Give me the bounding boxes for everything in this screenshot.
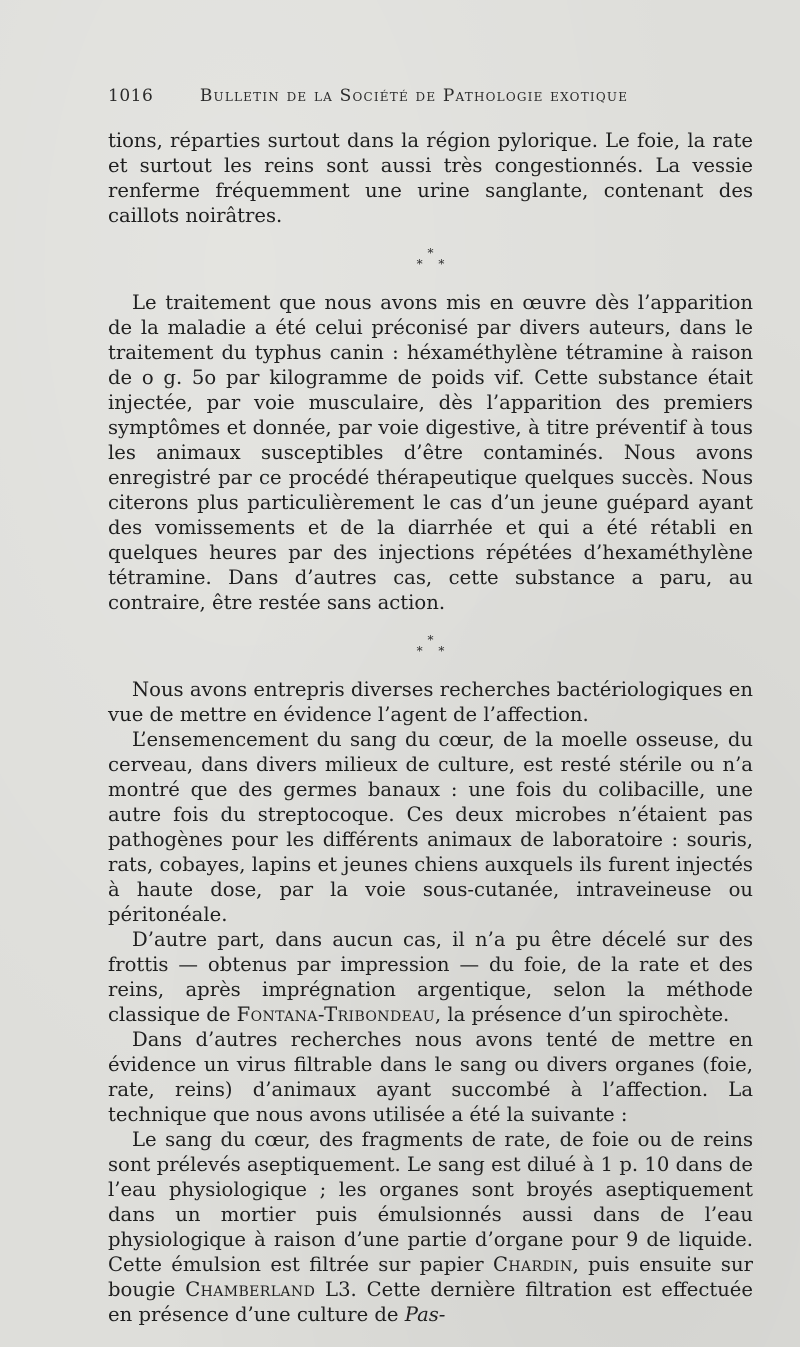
running-header [108, 86, 660, 106]
paragraph-virus: Dans d’autres recherches nous avons tenté de mettre en évidence un virus filtrable dans le sang ou divers organes (foie, rate, reins) d’animaux ayant succombé à l’affection. La technique que nous avons utilisée a été la suivante : [108, 1028, 753, 1126]
text-run: Le sang du cœur, des fragments de rate, de foie ou de reins sont prélevés aseptiquement. Le sang est dilué à 1 p. 10 dans de l’eau physiologique ; les organes sont broyés aseptiquement dans un mortier puis émulsionnés aussi dans de l’eau physiologique à raison d’une partie d’organe pour 9 de liquide. Cette émulsion est filtrée sur papier [108, 1128, 753, 1276]
text-run: , la présence d’un spirochète. [434, 1003, 730, 1026]
author-name: Fontana-Tribondeau [236, 1003, 435, 1026]
text-run: , puis ensuite sur bougie [108, 1253, 753, 1301]
asterism-bottom: * * [416, 257, 451, 271]
paragraph-continuation: tions, réparties surtout dans la région pylorique. Le foie, la rate et surtout les reins sont aussi très congestionnés. La vessie renferme fréquemment une urine sanglante, contenant des caillots noirâtres. [108, 129, 753, 227]
author-name: Chamberland [185, 1278, 316, 1301]
paragraph-cultures: L’ensemencement du sang du cœur, de la moelle osseuse, du cerveau, dans divers milieux de culture, est resté stérile ou n’a montré que des germes banaux : une fois du colibacille, une autre fois du streptocoque. Ces deux microbes n’étaient pas pathogènes pour les différents animaux de laboratoire : souris, rats, cobayes, lapins et jeunes chiens auxquels ils furent injectés à haute dose, par la voie sous-cutanée, intraveineuse ou péritonéale. [108, 728, 753, 926]
paragraph-bacteriology: Nous avons entrepris diverses recherches bactériologiques en vue de mettre en évidence l’agent de l’affection. [108, 678, 753, 726]
paragraph-treatment: Le traitement que nous avons mis en œuvre dès l’apparition de la maladie a été celui préconisé par divers auteurs, dans le traitement du typhus canin : héxaméthylène tétramine à raison de o g. 5o par kilogramme de poids vif. Cette substance était injectée, par voie musculaire, dès l’apparition des premiers symptômes et donnée, par voie digestive, à titre préventif à tous les animaux susceptibles d’être contaminés. Nous avons enregistré par ce procédé thérapeutique quelques succès. Nous citerons plus particulièrement le cas d’un jeune guépard ayant des vomissements et de la diarrhée et qui a été rétabli en quelques heures par des injections répétées d’hexaméthylène tétramine. Dans d’autres cas, cette substance a paru, au contraire, être restée sans action. [108, 291, 753, 614]
asterism-bottom-2: * * [416, 644, 451, 658]
asterism-divider [108, 228, 753, 290]
page-number: 1016 [108, 86, 154, 106]
running-title: Bulletin de la Société de Pathologie exotique [199, 86, 629, 106]
paragraph-technique [108, 1127, 753, 1327]
body-text [108, 128, 753, 1327]
paragraph-spirochete [108, 927, 753, 1027]
text-run: L3. Cette dernière filtration est effectuée en présence d’une culture de [108, 1278, 754, 1326]
text-run: D’autre part, dans aucun cas, il n’a pu être décelé sur des frottis — obtenus par impression — du foie, de la rate et des reins, après imprégnation argentique, selon la méthode classique de [108, 928, 753, 1026]
italic-term: Pas- [404, 1303, 446, 1326]
asterism-top: * [427, 246, 434, 260]
asterism-divider-2 [108, 615, 753, 677]
author-name: Chardin [492, 1253, 573, 1276]
asterism-top-2: * [427, 633, 434, 647]
